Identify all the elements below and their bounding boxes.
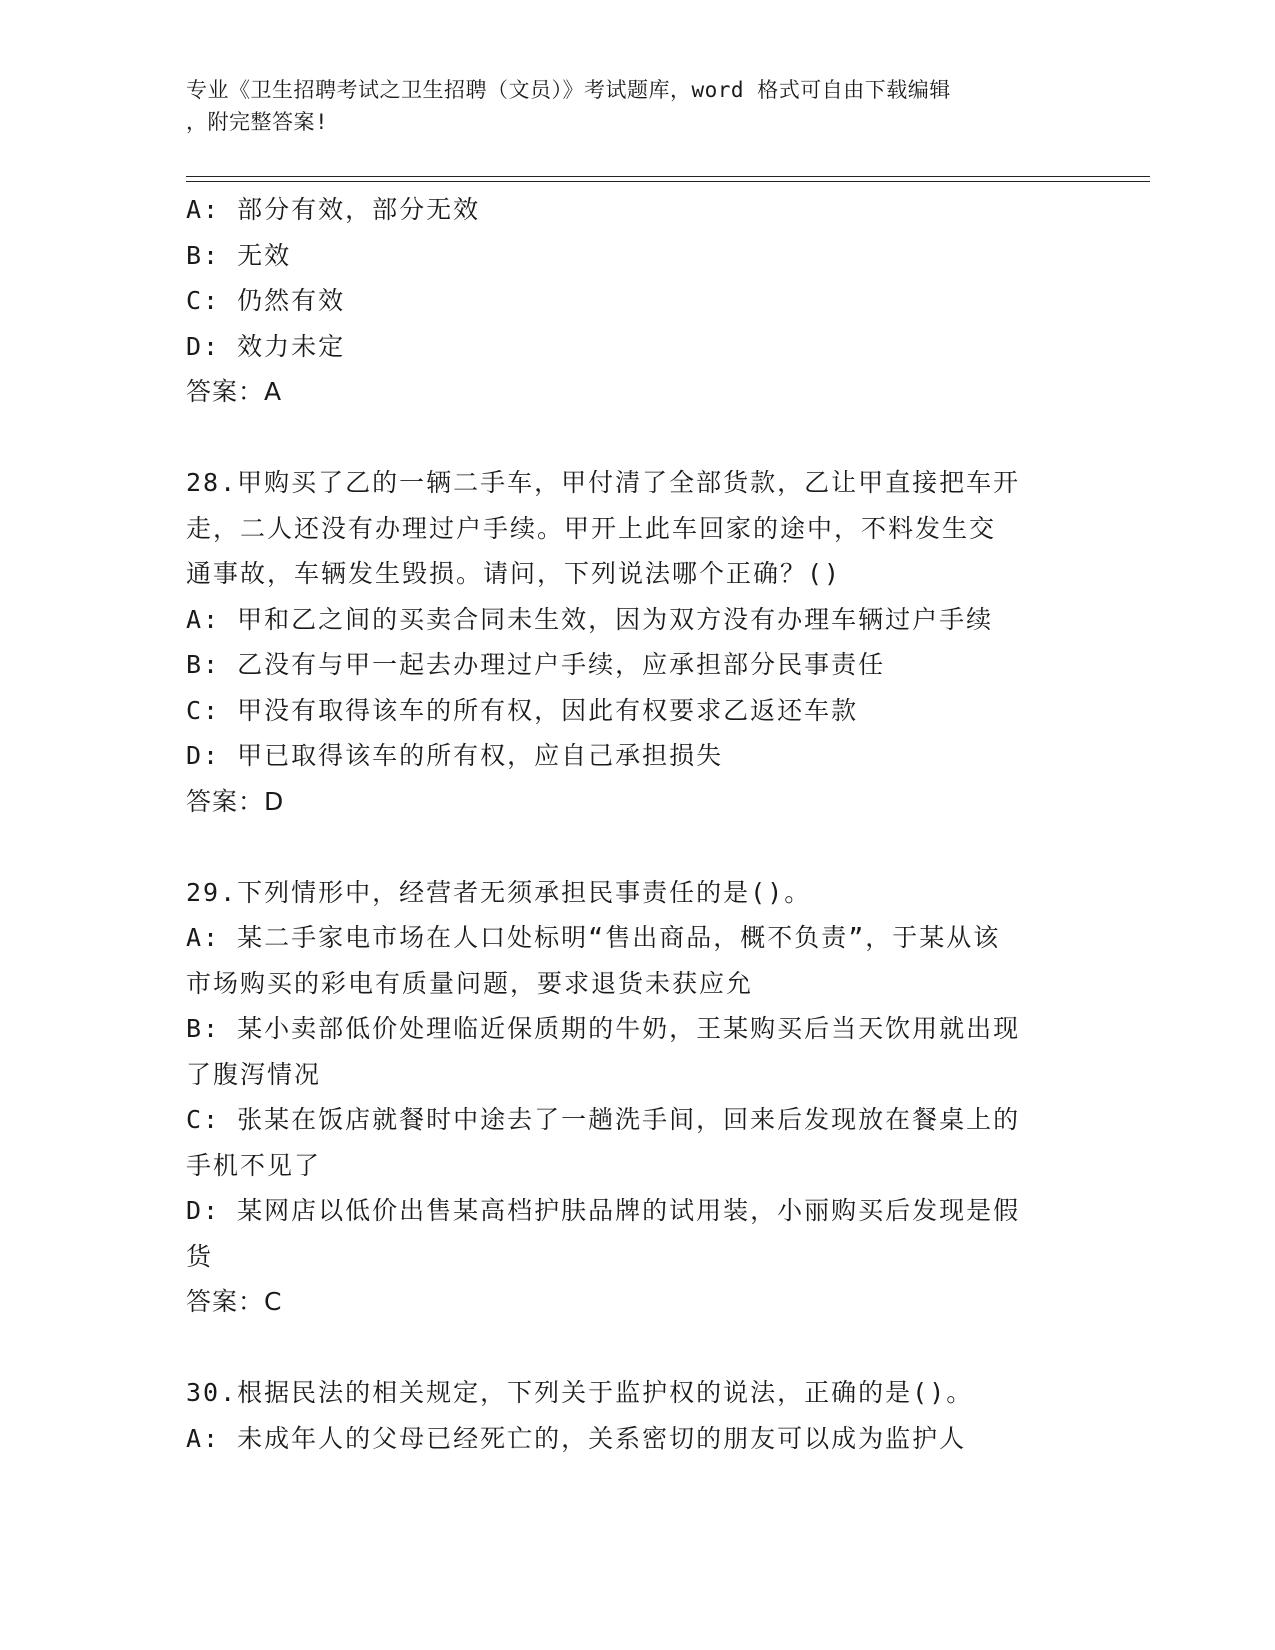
question-stem-line: 29.下列情形中，经营者无须承担民事责任的是()。 [186,877,812,907]
option-c: C: 张某在饭店就餐时中途去了一趟洗手间，回来后发现放在餐桌上的 [186,1105,1021,1134]
option-a: A: 未成年人的父母已经死亡的，关系密切的朋友可以成为监护人 [186,1423,967,1453]
option-d-continued: 货 [186,1241,214,1271]
question-27-tail [186,187,1086,415]
question-content [186,187,1086,1461]
header-line-2: ，附完整答案! [186,110,329,134]
answer-line: 答案：D [186,786,285,816]
option-c: C: 甲没有取得该车的所有权，因此有权要求乙返还车款 [186,695,859,725]
option-b: B: 无效 [186,240,292,270]
header-divider-bottom [186,181,1150,182]
option-b: B: 乙没有与甲一起去办理过户手续，应承担部分民事责任 [186,650,886,679]
answer-line: 答案：A [186,377,283,406]
option-a: A: 甲和乙之间的买卖合同未生效，因为双方没有办理车辆过户手续 [186,604,994,634]
question-29 [186,870,1086,1325]
question-stem-line: 30.根据民法的相关规定，下列关于监护权的说法，正确的是()。 [186,1378,974,1407]
question-28 [186,460,1086,824]
document-header [186,74,1066,138]
option-b-continued: 了腹泻情况 [186,1059,322,1089]
spacer [186,824,1086,870]
spacer [186,1325,1086,1371]
option-a: A: 某二手家电市场在人口处标明“售出商品，概不负责”，于某从该 [186,923,1001,952]
question-stem-line: 走，二人还没有办理过户手续。甲开上此车回家的途中，不料发生交 [186,513,997,543]
option-d: D: 效力未定 [186,331,346,361]
spacer [186,415,1086,461]
option-b: B: 某小卖部低价处理临近保质期的牛奶，王某购买后当天饮用就出现 [186,1014,1021,1043]
option-d: D: 甲已取得该车的所有权，应自己承担损失 [186,741,724,770]
question-stem-line: 28.甲购买了乙的一辆二手车，甲付清了全部货款，乙让甲直接把车开 [186,468,1021,497]
option-a-continued: 市场购买的彩电有质量问题，要求退货未获应允 [186,968,754,998]
header-divider-top [186,176,1150,177]
option-d: D: 某网店以低价出售某高档护肤品牌的试用装，小丽购买后发现是假 [186,1196,1021,1225]
option-a: A: 部分有效，部分无效 [186,195,481,224]
option-c: C: 仍然有效 [186,286,346,315]
option-c-continued: 手机不见了 [186,1150,322,1180]
answer-line: 答案：C [186,1287,283,1316]
header-line-1: 专业《卫生招聘考试之卫生招聘（文员）》考试题库，word 格式可自由下载编辑 [186,78,951,102]
question-stem-line: 通事故，车辆发生毁损。请问，下列说法哪个正确？() [186,559,842,588]
question-30 [186,1370,1086,1461]
